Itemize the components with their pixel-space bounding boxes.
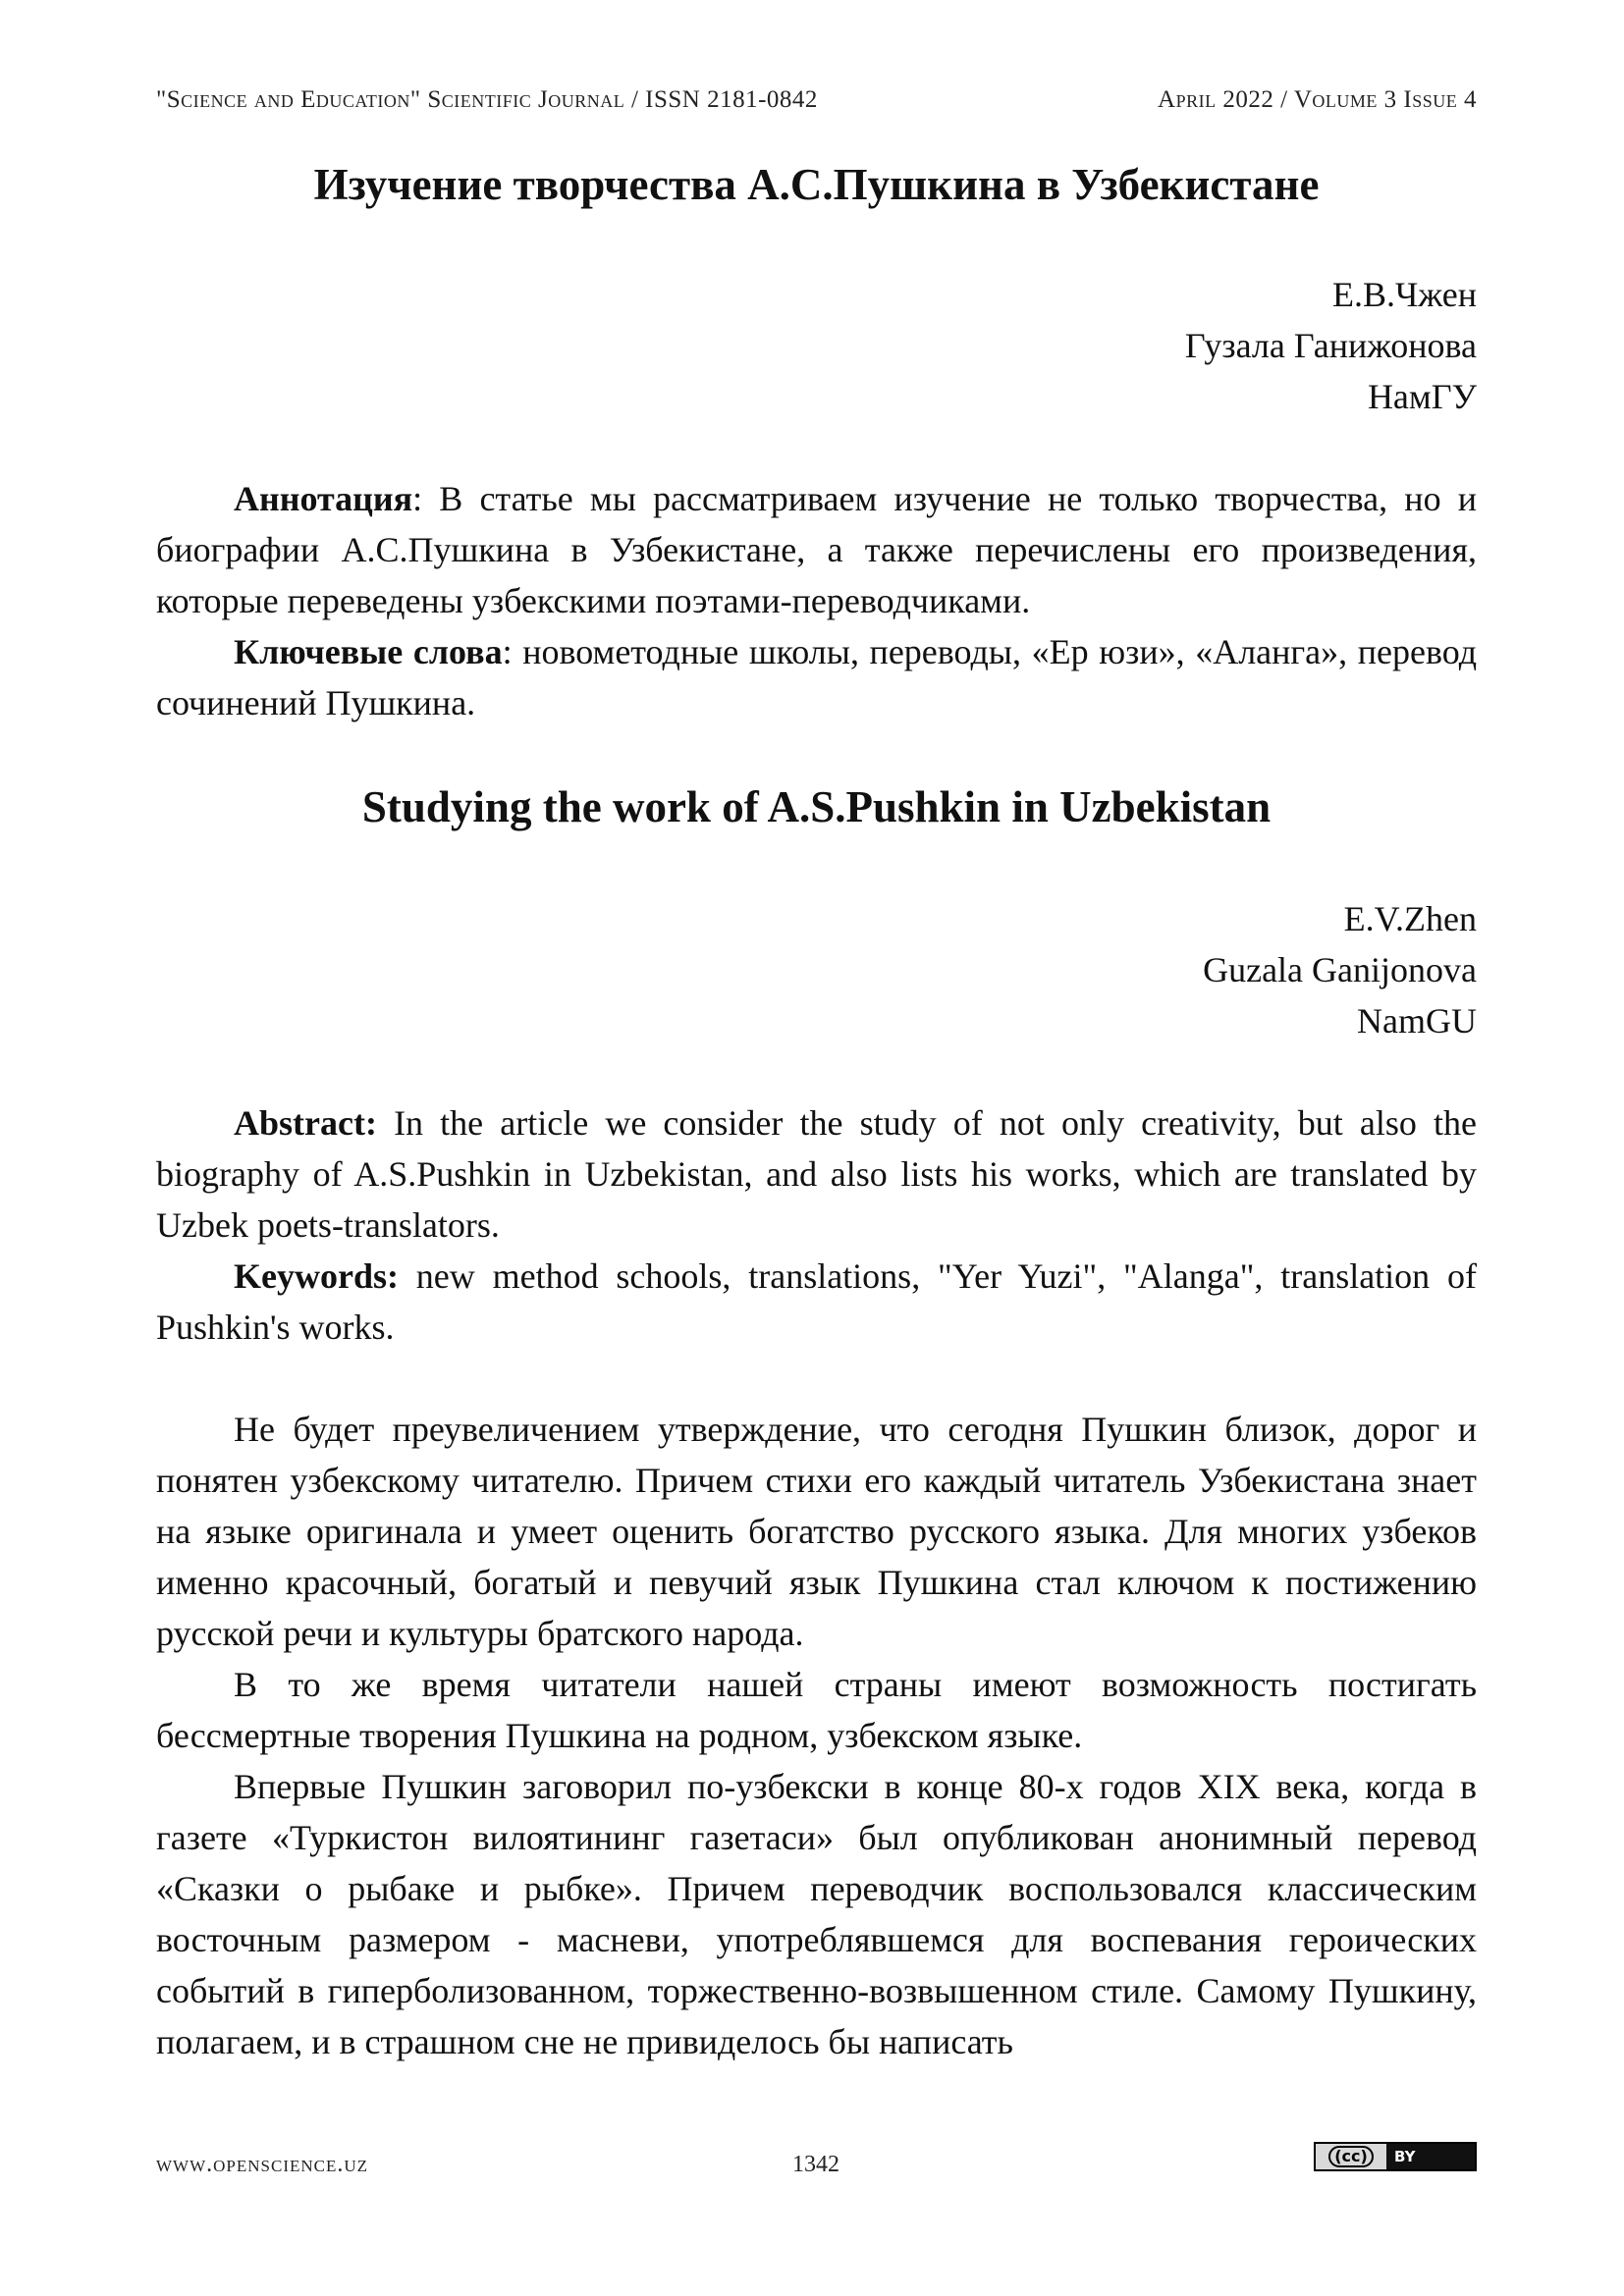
english-authors (1203, 893, 1477, 1046)
english-title: Studying the work of A.S.Pushkin in Uzbekistan (361, 782, 1272, 831)
page-number: 1342 (792, 2152, 839, 2177)
russian-abstract-block (156, 473, 1477, 728)
body-paragraph: Впервые Пушкин заговорил по-узбекски в конце 80-х годов XIX века, когда в газете «Туркистон вилоятининг газетаси» был опубликован анонимный перевод «Сказки о рыбаке и рыбке». Причем переводчик воспользовался классическим восточным размером - масневи, употреблявшемся для воспевания героических событий в гиперболизованном, торжественно-возвышенном стиле. Самому Пушкину, полагаем, и в страшном сне не привиделось бы написать (156, 1767, 1477, 2061)
keywords-text: new method schools, translations, "Yer Yuzi", "Alanga", translation of Pushkin's works. (156, 1256, 1477, 1347)
website-link[interactable]: www.openscience.uz (156, 2152, 369, 2177)
abstract-label: Abstract: (234, 1103, 377, 1143)
body-paragraph: Не будет преувеличением утверждение, что сегодня Пушкин близок, дорог и понятен узбекскому читателю. Причем стихи его каждый читатель Узбекистана знает на языке оригинала и умеет оценить богатство русского языка. Для многих узбеков именно красочный, богатый и певучий язык Пушкина стал ключом к постижению русской речи и культуры братского народа. (156, 1410, 1477, 1653)
russian-keywords (156, 626, 1477, 728)
abstract-text: In the article we consider the study of not only creativity, but also the biography of A.S.Pushkin in Uzbekistan, and also lists his works, which are translated by Uzbek poets-translators. (156, 1103, 1477, 1245)
russian-title: Изучение творчества А.С.Пушкина в Узбекистане (313, 160, 1320, 209)
running-header (156, 86, 1477, 114)
keywords-label: Keywords: (234, 1256, 399, 1296)
english-abstract (156, 1097, 1477, 1251)
journal-name: "Science and Education" Scientific Journal / ISSN 2181-0842 (156, 86, 818, 113)
author-name: Guzala Ganijonova (1203, 950, 1477, 989)
english-keywords (156, 1251, 1477, 1353)
by-icon: BY (1394, 2148, 1416, 2165)
page (156, 0, 1477, 2296)
russian-authors (1185, 269, 1477, 422)
abstract-label: Аннотация (234, 479, 413, 518)
abstract-text: : В статье мы рассматриваем изучение не только творчества, но и биографии А.С.Пушкина в Узбекистане, а также перечислены его произведения, которые переведены узбекскими поэтами-переводчиками. (156, 479, 1477, 620)
author-name: E.V.Zhen (1343, 899, 1477, 938)
author-name: Гузала Ганижонова (1184, 326, 1477, 365)
english-abstract-block (156, 1097, 1477, 1353)
affiliation: НамГУ (1367, 377, 1477, 416)
article-body (156, 1404, 1477, 2067)
author-name: Е.В.Чжен (1331, 275, 1477, 314)
body-paragraph: В то же время читатели нашей страны имеют возможность постигать бессмертные творения Пушкина на родном, узбекском языке. (156, 1665, 1477, 1755)
cc-icon: (cc) (1316, 2144, 1386, 2169)
cc-by-license-icon[interactable] (1314, 2142, 1477, 2171)
russian-abstract (156, 473, 1477, 626)
keywords-label: Ключевые слова (234, 632, 503, 671)
affiliation: NamGU (1357, 1001, 1477, 1041)
page-footer (156, 2147, 1477, 2191)
issue-info: April 2022 / Volume 3 Issue 4 (1158, 86, 1477, 113)
keywords-text: : новометодные школы, переводы, «Ер юзи», «Аланга», перевод сочинений Пушкина. (156, 632, 1478, 722)
